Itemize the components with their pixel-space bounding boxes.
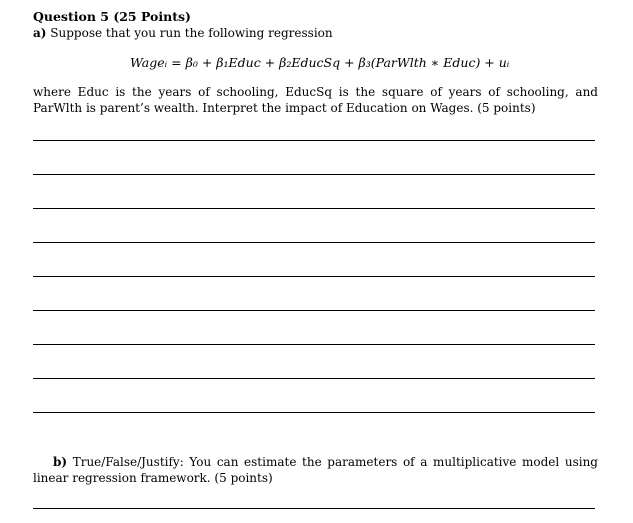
answer-line[interactable] bbox=[33, 208, 595, 209]
answer-line[interactable] bbox=[33, 378, 595, 379]
regression-equation bbox=[130, 55, 509, 70]
part-a-description: where Educ is the years of schooling, EducSq is the square of years of schooling, and ParWlth is parent’s wealth. Interpret the impact of Education on Wages. (5 points) bbox=[33, 85, 598, 115]
part-b-label: b) bbox=[53, 455, 68, 469]
answer-line[interactable] bbox=[33, 242, 595, 243]
part-a-intro-text: Suppose that you run the following regression bbox=[50, 26, 333, 40]
answer-line[interactable] bbox=[33, 412, 595, 413]
equation-equals: = bbox=[171, 55, 182, 70]
part-a-label: a) bbox=[33, 26, 47, 40]
answer-line[interactable] bbox=[33, 310, 595, 311]
part-b-text: True/False/Justify: You can estimate the parameters of a multiplicative model using linear regression framework. (5 points) bbox=[33, 455, 598, 485]
question-title: Question 5 (25 Points) bbox=[33, 9, 191, 24]
part-b-prompt bbox=[33, 454, 598, 486]
answer-line[interactable] bbox=[33, 344, 595, 345]
equation-rhs: β₀ + β₁Educ + β₂EducSq + β₃(ParWlth ∗ Educ) + uᵢ bbox=[185, 55, 510, 70]
answer-line[interactable] bbox=[33, 276, 595, 277]
answer-line[interactable] bbox=[33, 140, 595, 141]
part-a-intro bbox=[33, 26, 333, 40]
equation-lhs: Wageᵢ bbox=[130, 55, 168, 70]
answer-line[interactable] bbox=[33, 174, 595, 175]
answer-line[interactable] bbox=[33, 508, 595, 509]
